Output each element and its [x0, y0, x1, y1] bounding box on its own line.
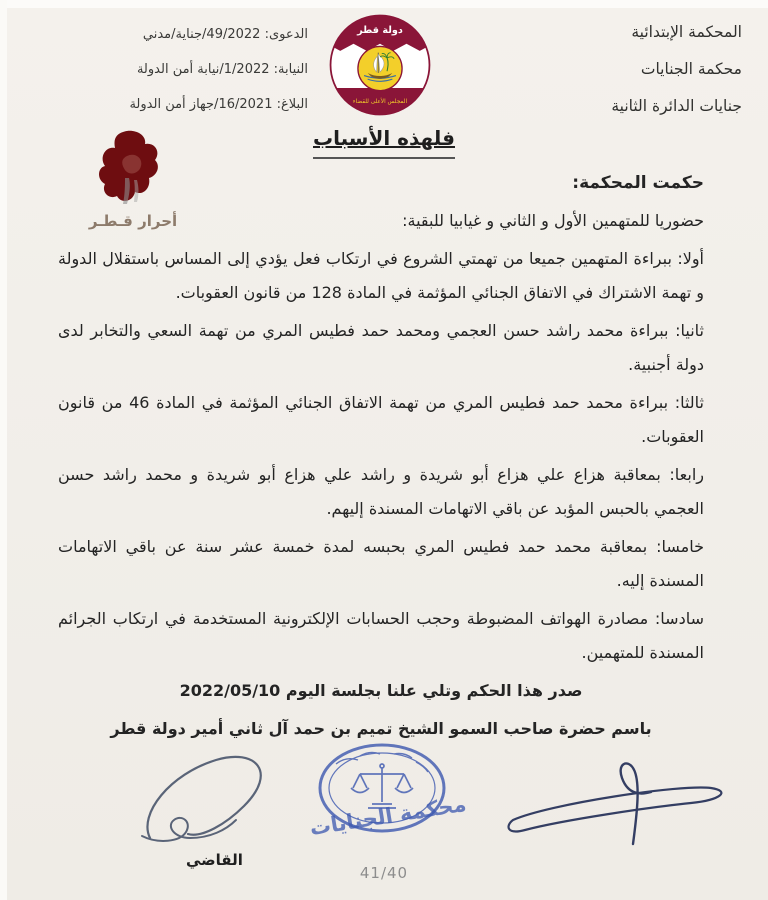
stamp-text: محكمة الجنايات [308, 791, 468, 841]
verdict-item-second: ثانيا: ببراءة محمد راشد حسن العجمي ومحمد حمد فطيس المري من تهمة السعي والتخابر لدى دولة أجنبية. [58, 321, 704, 374]
verdict-item-first: أولا: ببراءة المتهمين جميعا من تهمتي الشروع في ارتكاب فعل يؤدي إلى المساس باستقلال الدولة و تهمة الاشتراك في الاتفاق الجنائي المؤثمة في المادة 128 من قانون العقوبات. [58, 249, 704, 302]
verdict-body [58, 166, 704, 750]
court-line-primary: المحكمة الإبتدائية [631, 23, 742, 41]
watermark-label: أحرار قـطـر [88, 212, 178, 230]
court-line-criminal: محكمة الجنايات [640, 60, 742, 78]
judge-signature-right [505, 756, 733, 865]
verdict-lead: حكمت المحكمة: [572, 173, 704, 193]
emblem-bottom-text: المجلس الأعلى للقضاء [352, 98, 408, 105]
verdict-item-sixth: سادسا: مصادرة الهواتف المضبوطة وحجب الحسابات الإلكترونية المستخدمة في ارتكاب الجرائم المسندة للمتهمين. [58, 609, 704, 662]
page-title: فلهذه الأسباب [313, 126, 455, 159]
page-number: 41/40 [359, 864, 409, 882]
verdict-presence-line: حضوريا للمتهمين الأول و الثاني و غيابيا للبقية: [402, 211, 704, 230]
case-number-lawsuit: الدعوى: 49/2022/جناية/مدني [142, 27, 308, 42]
court-line-circuit: جنايات الدائرة الثانية [611, 97, 742, 115]
in-name-of-line: باسم حضرة صاحب السمو الشيخ تميم بن حمد آل ثاني أمير دولة قطر [110, 719, 652, 738]
photo-edge-top [0, 0, 768, 8]
verdict-item-fifth: خامسا: بمعاقبة محمد حمد فطيس المري بحبسه لمدة خمسة عشر سنة عن باقي الاتهامات المسندة إليه. [58, 537, 704, 590]
case-numbers [70, 17, 308, 122]
issued-date-line: صدر هذا الحكم وتلي علنا بجلسة اليوم 2022/05/10 [179, 681, 583, 700]
judge-label: القاضي [186, 851, 243, 869]
criminal-court-stamp [298, 742, 478, 872]
verdict-item-third: ثالثا: ببراءة محمد حمد فطيس المري من تهمة الاتفاق الجنائي المؤثمة في المادة 46 من قانون العقوبات. [58, 393, 704, 446]
verdict-item-fourth: رابعا: بمعاقبة هزاع علي هزاع أبو شريدة و راشد علي هزاع أبو شريدة و محمد راشد حسن العجمي بالحبس المؤبد عن باقي الاتهامات المسندة إليهم. [58, 465, 704, 518]
emblem-top-text: دولة قطر [357, 25, 403, 37]
case-number-report: البلاغ: 16/2021/جهاز أمن الدولة [129, 97, 308, 112]
court-header [611, 14, 742, 125]
case-number-prosecution: النيابة: 1/2022/نيابة أمن الدولة [136, 62, 308, 77]
qatar-judiciary-emblem-icon [327, 12, 433, 118]
judge-signature-left [128, 750, 313, 854]
